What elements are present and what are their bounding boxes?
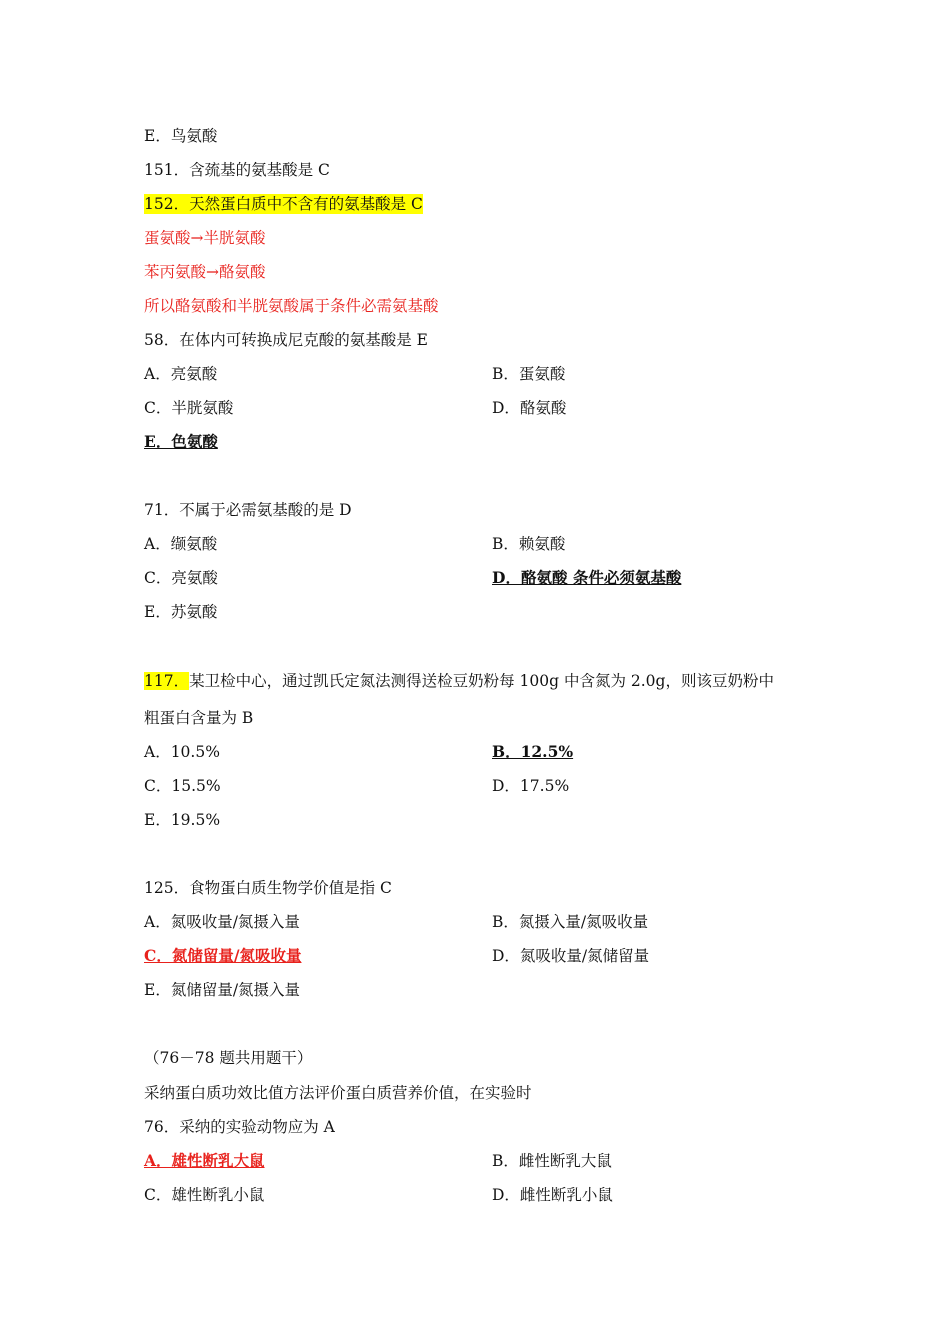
q125-option-a: A．氮吸收量/氮摄入量: [144, 913, 300, 931]
q71-option-b: B．赖氨酸: [492, 535, 566, 553]
question-152-highlighted: 152．天然蛋白质中不含有的氨基酸是 C: [144, 195, 423, 213]
q58-option-c: C．半胱氨酸: [144, 399, 234, 417]
q76-option-a-answer: A．雄性断乳大鼠: [144, 1151, 265, 1170]
q71-option-e: E．苏氨酸: [144, 603, 218, 621]
q117-option-d: D．17.5%: [492, 777, 570, 795]
note-methionine-cysteine: 蛋氨酸→半胱氨酸: [144, 229, 266, 247]
q76-option-d: D．雌性断乳小鼠: [492, 1186, 613, 1204]
q117-option-c: C．15.5%: [144, 777, 221, 795]
question-151: 151．含巯基的氨基酸是 C: [144, 161, 330, 179]
q71-option-d-answer: D．酪氨酸 条件必须氨基酸: [492, 568, 682, 587]
question-76: 76．采纳的实验动物应为 A: [144, 1118, 335, 1136]
question-117: [144, 671, 774, 691]
q125-option-b: B．氮摄入量/氮吸收量: [492, 913, 649, 931]
question-117-number: 117．: [144, 672, 190, 690]
q58-option-d: D．酪氨酸: [492, 399, 567, 417]
q58-option-e-answer: E．色氨酸: [144, 432, 218, 451]
q117-option-a: A．10.5%: [144, 743, 220, 761]
question-58: 58．在体内可转换成尼克酸的氨基酸是 E: [144, 331, 428, 349]
q117-option-e: E．19.5%: [144, 811, 221, 829]
q71-option-a: A．缬氨酸: [144, 535, 218, 553]
q125-option-e: E．氮储留量/氮摄入量: [144, 981, 301, 999]
question-117-text: 某卫检中心，通过凯氏定氮法测得送检豆奶粉每 100g 中含氮为 2.0g，则该豆奶粉中: [189, 672, 774, 690]
q117-option-b-answer: B．12.5%: [492, 742, 574, 761]
q76-option-b: B．雌性断乳大鼠: [492, 1152, 612, 1170]
q58-option-b: B．蛋氨酸: [492, 365, 566, 383]
note-phenylalanine-tyrosine: 苯丙氨酸→酪氨酸: [144, 263, 266, 281]
q58-option-a: A．亮氨酸: [144, 365, 218, 383]
q71-option-c: C．亮氨酸: [144, 569, 218, 587]
q125-option-c-answer: C．氮储留量/氮吸收量: [144, 946, 302, 965]
shared-stem-header: （76－78 题共用题干）: [144, 1049, 313, 1067]
q76-option-c: C．雄性断乳小鼠: [144, 1186, 265, 1204]
question-71: 71．不属于必需氨基酸的是 D: [144, 501, 352, 519]
question-117-text-cont: 粗蛋白含量为 B: [144, 709, 254, 727]
question-125: 125．食物蛋白质生物学价值是指 C: [144, 879, 392, 897]
option-e-ornithine: E．鸟氨酸: [144, 127, 218, 145]
shared-stem-text: 采纳蛋白质功效比值方法评价蛋白质营养价值，在实验时: [144, 1084, 532, 1102]
note-conditional-essential: 所以酪氨酸和半胱氨酸属于条件必需氨基酸: [144, 297, 439, 315]
q125-option-d: D．氮吸收量/氮储留量: [492, 947, 650, 965]
